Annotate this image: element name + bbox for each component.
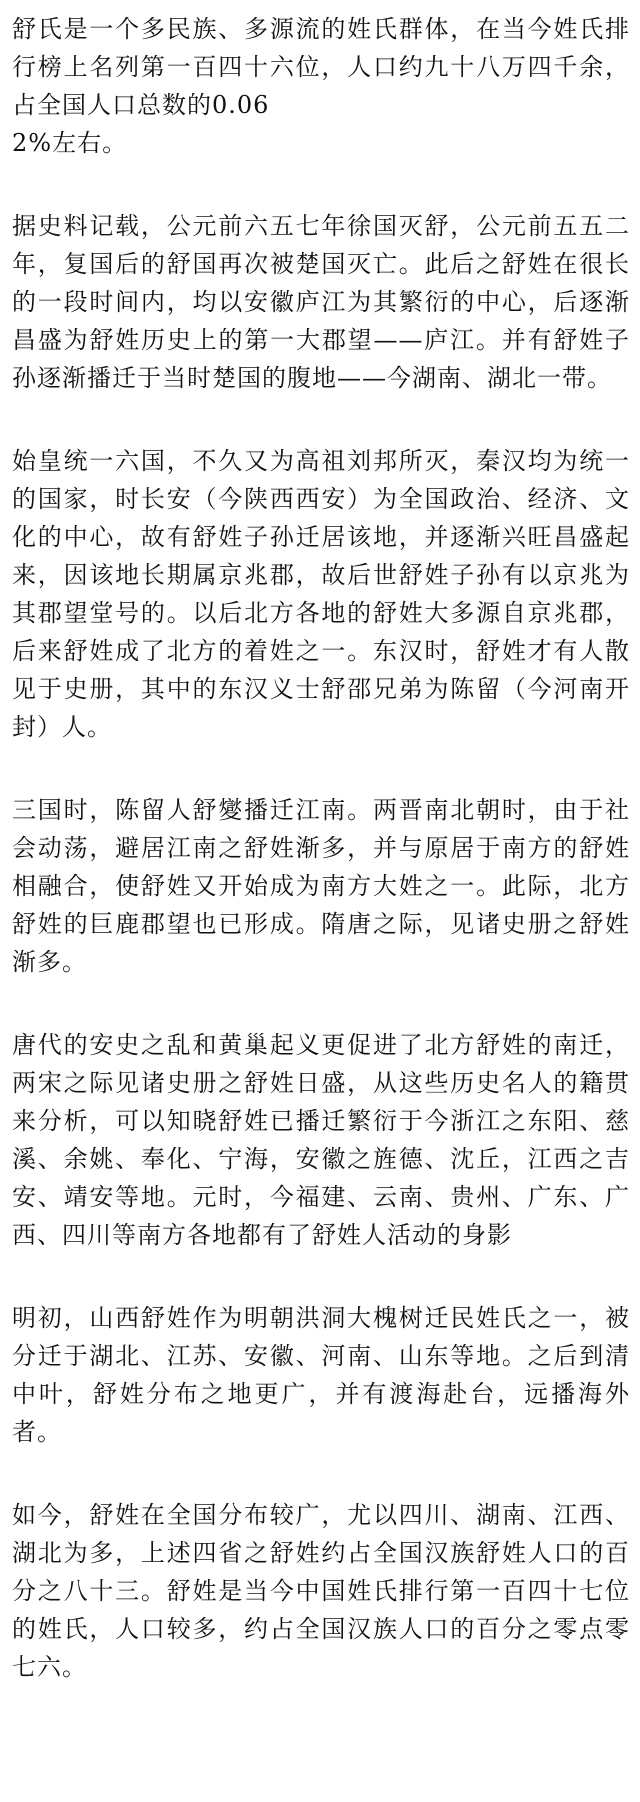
paragraph-present-day: 如今，舒姓在全国分布较广，尤以四川、湖南、江西、湖北为多，上述四省之舒姓约占全国汉族舒姓人口的百分之八十三。舒姓是当今中国姓氏排行第一百四十七位的姓氏，人口较多，约占全国汉族人口的百分之零点零七六。 [12,1501,630,1681]
paragraph-tang-song-yuan: 唐代的安史之乱和黄巢起义更促进了北方舒姓的南迁，两宋之际见诸史册之舒姓日盛，从这些历史名人的籍贯来分析，可以知晓舒姓已播迁繁衍于今浙江之东阳、慈溪、余姚、奉化、宁海，安徽之旌德、沈丘，江西之吉安、靖安等地。元时，今福建、云南、贵州、广东、广西、四川等南方各地都有了舒姓人活动的身影 [12,1031,630,1249]
paragraph-origin-history: 据史料记载，公元前六五七年徐国灭舒，公元前五五二年，复国后的舒国再次被楚国灭亡。此后之舒姓在很长的一段时间内，均以安徽庐江为其繁衍的中心，后逐渐昌盛为舒姓历史上的第一大郡望——庐江。并有舒姓子孙逐渐播迁于当时楚国的腹地——今湖南、湖北一带。 [12,212,630,392]
paragraph-ming-qing: 明初，山西舒姓作为明朝洪洞大槐树迁民姓氏之一，被分迁于湖北、江苏、安徽、河南、山东等地。之后到清中叶，舒姓分布之地更广，并有渡海赴台，远播海外者。 [12,1304,630,1446]
paragraph-intro: 舒氏是一个多民族、多源流的姓氏群体，在当今姓氏排行榜上名列第一百四十六位，人口约九十八万四千余，占全国人口总数的0.06 2%左右。 [12,15,630,157]
paragraph-qin-han: 始皇统一六国，不久又为高祖刘邦所灭，秦汉均为统一的国家，时长安（今陕西西安）为全国政治、经济、文化的中心，故有舒姓子孙迁居该地，并逐渐兴旺昌盛起来，因该地长期属京兆郡，故后世舒姓子孙有以京兆为其郡望堂号的。以后北方各地的舒姓大多源自京兆郡，后来舒姓成了北方的着姓之一。东汉时，舒姓才有人散见于史册，其中的东汉义士舒邵兄弟为陈留（今河南开封）人。 [12,447,630,741]
paragraph-three-kingdoms: 三国时，陈留人舒夑播迁江南。两晋南北朝时，由于社会动荡，避居江南之舒姓渐多，并与原居于南方的舒姓相融合，使舒姓又开始成为南方大姓之一。此际，北方舒姓的巨鹿郡望也已形成。隋唐之际，见诸史册之舒姓渐多。 [12,796,630,976]
